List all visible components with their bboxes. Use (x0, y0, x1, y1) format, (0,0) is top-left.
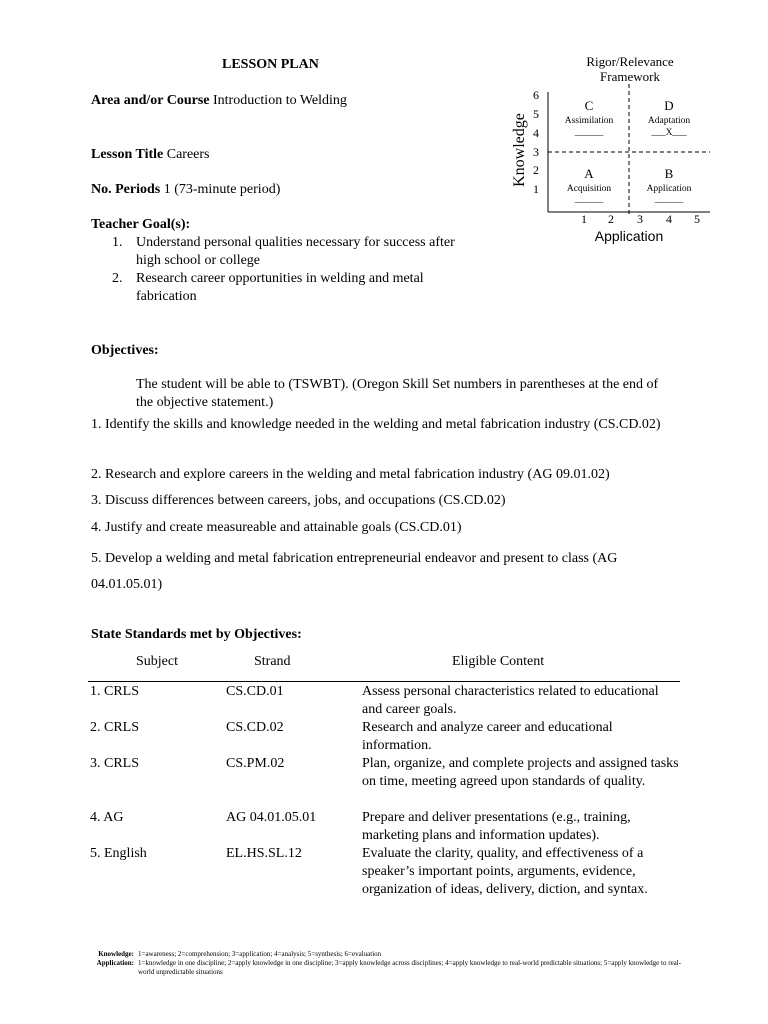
standard-strand: CS.CD.02 (226, 720, 284, 735)
standard-subject: 2. CRLS (90, 720, 140, 735)
lesson-title-field (91, 146, 210, 164)
area-label: Area and/or Course (91, 93, 210, 108)
page-title: LESSON PLAN (222, 57, 319, 72)
lesson-title-value: Careers (166, 147, 210, 162)
y-tick-label: 6 (533, 88, 539, 102)
knowledge-legend-label: Knowledge: (98, 950, 134, 958)
application-legend-text: 1=knowledge in one discipline; 2=apply knowledge in one discipline; 3=apply knowledge across disciplines; 4=apply knowledge to real-world predictable situations; 5=apply knowledge to real-world unpredictable situations (138, 959, 682, 976)
standard-strand: AG 04.01.05.01 (226, 810, 317, 825)
standard-content: Prepare and deliver presentations (e.g., training, marketing plans and information updates). (362, 810, 631, 843)
x-tick-label: 4 (666, 212, 672, 226)
area-field (91, 92, 347, 110)
quadrant-a-name: Acquisition (566, 184, 612, 194)
quadrant-c-name: Assimilation (564, 116, 614, 126)
application-legend-label: Application: (96, 959, 134, 967)
standard-content: Evaluate the clarity, quality, and effectiveness of a speaker’s important points, arguments, evidence, organization of ideas, delivery, diction, and syntax. (362, 846, 648, 897)
lesson-title-label: Lesson Title (91, 147, 164, 162)
quadrant-a-letter: A (584, 166, 594, 181)
x-tick-label: 3 (637, 212, 643, 226)
quadrant-d-name: Adaptation (647, 116, 691, 126)
header-content: Eligible Content (452, 654, 545, 669)
periods-field (91, 181, 280, 199)
objective-item: 3. Discuss differences between careers, jobs, and occupations (CS.CD.02) (91, 493, 506, 508)
y-tick-label: 3 (533, 145, 539, 159)
table-rule (88, 681, 680, 682)
standard-content: Research and analyze career and educational information. (362, 720, 613, 753)
teacher-goals-label: Teacher Goal(s): (91, 217, 191, 232)
x-tick-label: 2 (608, 212, 614, 226)
standard-content: Plan, organize, and complete projects and assigned tasks on time, meeting agreed upon standards of quality. (362, 756, 679, 789)
y-tick-label: 5 (533, 107, 539, 121)
knowledge-legend-text: 1=awareness; 2=comprehension; 3=application; 4=analysis; 5=synthesis; 6=evaluation (138, 950, 382, 958)
goal-text: Research career opportunities in welding and metal fabrication (136, 271, 424, 304)
x-tick-label: 1 (581, 212, 587, 226)
quadrant-a-mark: ______ (574, 195, 604, 205)
framework-title: Rigor/Relevance Framework (586, 54, 674, 84)
standard-strand: CS.CD.01 (226, 684, 284, 699)
periods-label: No. Periods (91, 182, 161, 197)
y-tick-label: 4 (533, 126, 539, 140)
goal-number: 1. (112, 235, 123, 250)
quadrant-d-letter: D (664, 98, 674, 113)
y-tick-label: 2 (533, 163, 539, 177)
area-value: Introduction to Welding (212, 93, 347, 108)
y-axis-title: Knowledge (511, 113, 528, 187)
objectives-label: Objectives: (91, 343, 159, 358)
standard-content: Assess personal characteristics related to educational and career goals. (362, 684, 659, 717)
objective-item: 5. Develop a welding and metal fabrication entrepreneurial endeavor and present to class (AG 04.01.05.01) (91, 551, 618, 592)
quadrant-b-mark: ______ (654, 195, 684, 205)
objective-item: 1. Identify the skills and knowledge needed in the welding and metal fabrication industry (CS.CD.02) (91, 417, 661, 432)
standard-subject: 3. CRLS (90, 756, 140, 771)
standard-subject: 4. AG (90, 810, 124, 825)
goal-number: 2. (112, 271, 123, 286)
quadrant-d-mark: ___X___ (651, 128, 687, 138)
standard-subject: 1. CRLS (90, 684, 140, 699)
quadrant-c-letter: C (584, 98, 594, 113)
objectives-intro: The student will be able to (TSWBT). (Oregon Skill Set numbers in parentheses at the end of the objective statement.) (136, 377, 659, 410)
objective-item: 2. Research and explore careers in the welding and metal fabrication industry (AG 09.01.02) (91, 467, 610, 482)
header-strand: Strand (254, 654, 291, 669)
standards-label: State Standards met by Objectives: (91, 627, 302, 642)
standard-strand: EL.HS.SL.12 (226, 846, 302, 861)
standard-strand: CS.PM.02 (226, 756, 285, 771)
x-tick-label: 5 (694, 212, 700, 226)
header-subject: Subject (136, 654, 178, 669)
standard-subject: 5. English (90, 846, 147, 861)
x-axis-title: Application (594, 228, 664, 244)
quadrant-b-letter: B (664, 166, 674, 181)
framework-chart (500, 82, 715, 252)
periods-value: 1 (73-minute period) (163, 182, 281, 197)
goal-text: Understand personal qualities necessary for success after high school or college (136, 235, 455, 268)
quadrant-c-mark: ______ (574, 128, 604, 138)
quadrant-b-name: Application (646, 184, 692, 194)
objective-item: 4. Justify and create measureable and attainable goals (CS.CD.01) (91, 520, 462, 535)
scale-legend (90, 950, 690, 977)
y-tick-label: 1 (533, 182, 539, 196)
